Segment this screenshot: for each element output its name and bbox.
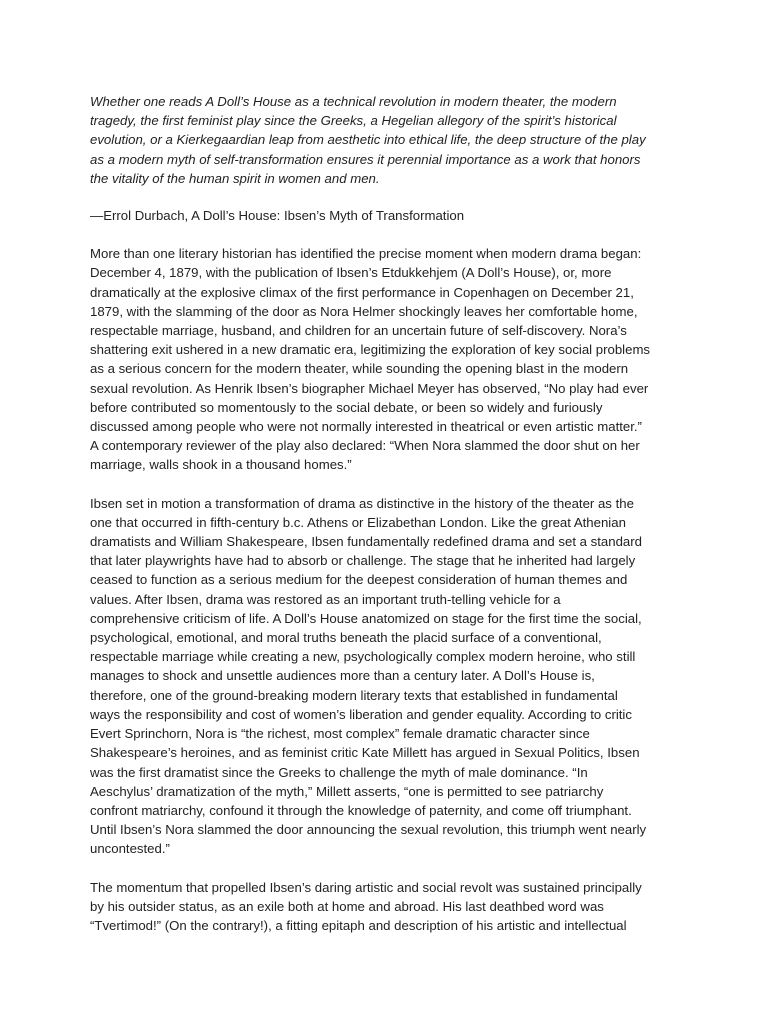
document-page — [90, 92, 690, 935]
epigraph-attribution: —Errol Durbach, A Doll’s House: Ibsen’s Myth of Transformation — [90, 208, 465, 224]
epigraph-quote: Whether one reads A Doll’s House as a technical revolution in modern theater, the modern tragedy, the first feminist play since the Greeks, a Hegelian allegory of the spirit’s historical evolution, or a Kierkegaardian leap from aesthetic into ethical life, the deep structure of the play as a modern myth of self-transformation ensures it perennial importance as a work that honors the vitality of the human spirit in women and men. — [90, 94, 646, 186]
body-paragraph-2: Ibsen set in motion a transformation of drama as distinctive in the history of the theater as the one that occurred in fifth-century b.c. Athens or Elizabethan London. Like the great Athenian dramatists and William Shakespeare, Ibsen fundamentally redefined drama and set a standard that later playwrights have had to absorb or challenge. The stage that he inherited had largely ceased to function as a serious medium for the deepest consideration of human themes and values. After Ibsen, drama was restored as an important truth-telling vehicle for a comprehensive criticism of life. A Doll’s House anatomized on stage for the first time the social, psychological, emotional, and moral truths beneath the placid surface of a conventional, respectable marriage while creating a new, psychologically complex modern heroine, who still manages to shock and unsettle audiences more than a century later. A Doll’s House is, therefore, one of the ground-breaking modern literary texts that established in fundamental ways the responsibility and cost of women’s liberation and gender equality. According to critic Evert Sprinchorn, Nora is “the richest, most complex” female dramatic character since Shakespeare’s heroines, and as feminist critic Kate Millett has argued in Sexual Politics, Ibsen was the first dramatist since the Greeks to challenge the myth of male dominance. “In Aeschylus’ dramatization of the myth,” Millett asserts, “one is permitted to see patriarchy confront matriarchy, confound it through the knowledge of paternity, and come off triumphant. Until Ibsen’s Nora slammed the door announcing the sexual revolution, this triumph went nearly uncontested.” — [90, 495, 647, 857]
body-paragraph-3: The momentum that propelled Ibsen’s daring artistic and social revolt was sustained principally by his outsider status, as an exile both at home and abroad. His last deathbed word was “Tvertimod!” (On the contrary!), a fitting epitaph and description of his artistic and intellectual — [90, 879, 642, 933]
body-paragraph-1: More than one literary historian has identified the precise moment when modern drama began: December 4, 1879, with the publication of Ibsen’s Etdukkehjem (A Doll’s House), or, more dramatically at the explosive climax of the first performance in Copenhagen on December 21, 1879, with the slamming of the door as Nora Helmer shockingly leaves her comfortable home, respectable marriage, husband, and children for an uncertain future of self-discovery. Nora’s shattering exit ushered in a new dramatic era, legitimizing the exploration of key social problems as a serious concern for the modern theater, while sounding the opening blast in the modern sexual revolution. As Henrik Ibsen’s biographer Michael Meyer has observed, “No play had ever before contributed so momentously to the social debate, or been so widely and furiously discussed among people who were not normally interested in theatrical or even artistic matter.” A contemporary reviewer of the play also declared: “When Nora slammed the door shut on her marriage, walls shook in a thousand homes.” — [90, 246, 651, 473]
